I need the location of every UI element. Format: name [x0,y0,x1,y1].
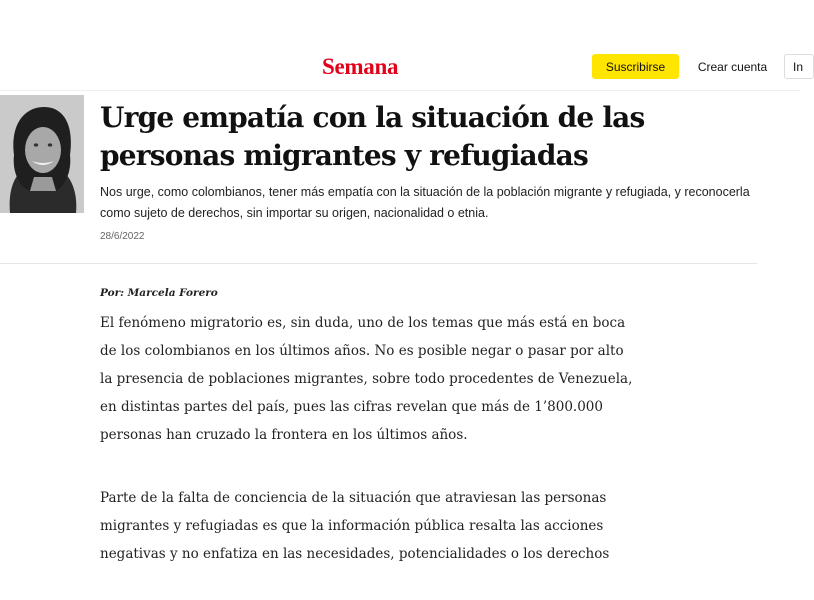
article-title: Urge empatía con la situación de las personas migrantes y refugiadas [100,101,645,172]
article-paragraph-2: Parte de la falta de conciencia de la situación que atraviesan las personas migrantes y refugiadas es que la información pública resalta las acciones negativas y no enfatiza en las necesidades, potencialidades o los derechos [100,490,610,562]
content-divider [0,263,757,264]
author-avatar [0,95,84,213]
article-byline: Por: Marcela Forero [100,287,218,299]
site-logo[interactable]: Semana [322,54,399,79]
create-account-button[interactable]: Crear cuenta [685,54,780,79]
article-paragraph-1: El fenómeno migratorio es, sin duda, uno de los temas que más está en boca de los colombianos en los últimos años. No es posible negar o pasar por alto la presencia de poblaciones migrantes, sobre todo procedentes de Venezuela, en distintas partes del país, pues las cifras revelan que más de 1’800.000 personas han cruzado la frontera en los últimos años. [100,315,633,443]
article-date: 28/6/2022 [100,231,145,242]
article-lead: Nos urge, como colombianos, tener más empatía con la situación de la población migrante y refugiada, y reconocerla como sujeto de derechos, sin importar su origen, nacionalidad o etnia. [100,185,750,220]
site-header [0,0,804,92]
login-button[interactable]: In [784,54,814,79]
subscribe-button[interactable]: Suscribirse [592,54,679,79]
author-photo-icon [0,95,84,213]
header-divider [0,90,800,91]
